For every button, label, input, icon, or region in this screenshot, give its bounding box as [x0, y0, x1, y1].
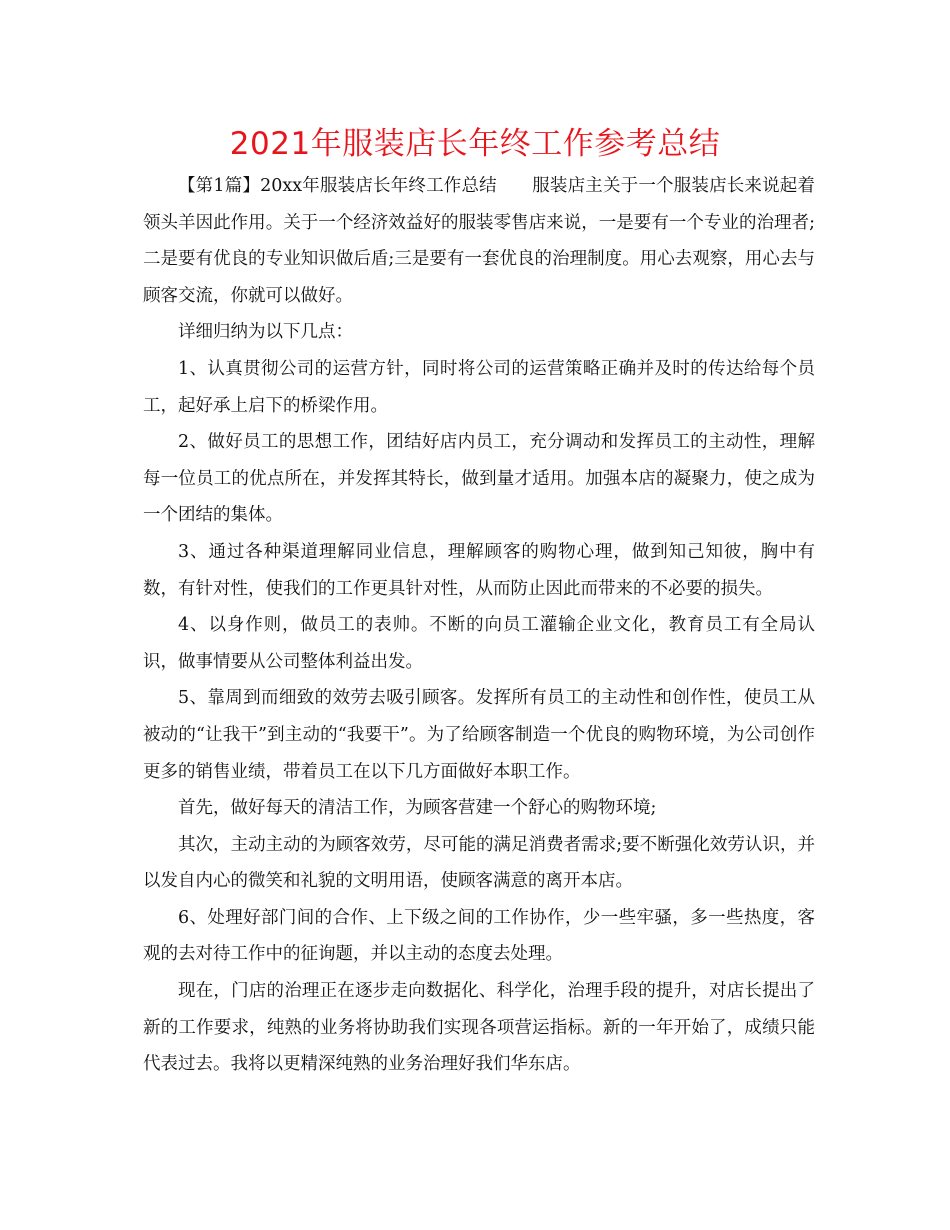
- paragraph-point-2: 2、做好员工的思想工作，团结好店内员工，充分调动和发挥员工的主动性，理解每一位员工的优点所在，并发挥其特长，做到量才适用。加强本店的凝聚力，使之成为一个团结的集体。: [143, 432, 815, 526]
- paragraph-summary-heading: 详细归纳为以下几点：: [178, 322, 353, 343]
- paragraph-point-4: 4、以身作则，做员工的表帅。不断的向员工灌输企业文化，教育员工有全局认识，做事情要从公司整体利益出发。: [143, 615, 815, 672]
- paragraph-point-1: 1、认真贯彻公司的运营方针，同时将公司的运营策略正确并及时的传达给每个员工，起好承上启下的桥梁作用。: [143, 358, 815, 416]
- paragraph-intro: 【第1篇】20xx年服装店长年终工作总结 服装店主关于一个服装店长来说起着领头羊因此作用。关于一个经济效益好的服装零售店来说，一是要有一个专业的治理者;二是要有优良的专业知识做后盾;三是要有一套优良的治理制度。用心去观察，用心去与顾客交流，你就可以做好。: [143, 176, 815, 306]
- paragraph-point-5: 5、靠周到而细致的效劳去吸引顾客。发挥所有员工的主动性和创作性，使员工从被动的“让我干”到主动的“我要干”。为了给顾客制造一个优良的购物环境，为公司创作更多的销售业绩，带着员工在以下几方面做好本职工作。: [143, 688, 815, 782]
- paragraph-second: 其次，主动主动的为顾客效劳，尽可能的满足消费者需求;要不断强化效劳认识，并以发自内心的微笑和礼貌的文明用语，使顾客满意的离开本店。: [143, 834, 815, 892]
- paragraph-conclusion: 现在，门店的治理正在逐步走向数据化、科学化，治理手段的提升，对店长提出了新的工作要求，纯熟的业务将协助我们实现各项营运指标。新的一年开始了，成绩只能代表过去。我将以更精深纯熟的业务治理好我们华东店。: [143, 981, 815, 1075]
- paragraph-point-3: 3、通过各种渠道理解同业信息，理解顾客的购物心理，做到知己知彼，胸中有数，有针对性，使我们的工作更具针对性，从而防止因此而带来的不必要的损失。: [143, 541, 815, 599]
- document-title: 2021年服装店长年终工作参考总结: [229, 126, 721, 162]
- paragraph-first: 首先，做好每天的清洁工作，为顾客营建一个舒心的购物环境;: [178, 798, 657, 819]
- paragraph-point-6: 6、处理好部门间的合作、上下级之间的工作协作，少一些牢骚，多一些热度，客观的去对待工作中的征询题，并以主动的态度去处理。: [143, 907, 815, 965]
- document-body: [143, 168, 815, 1083]
